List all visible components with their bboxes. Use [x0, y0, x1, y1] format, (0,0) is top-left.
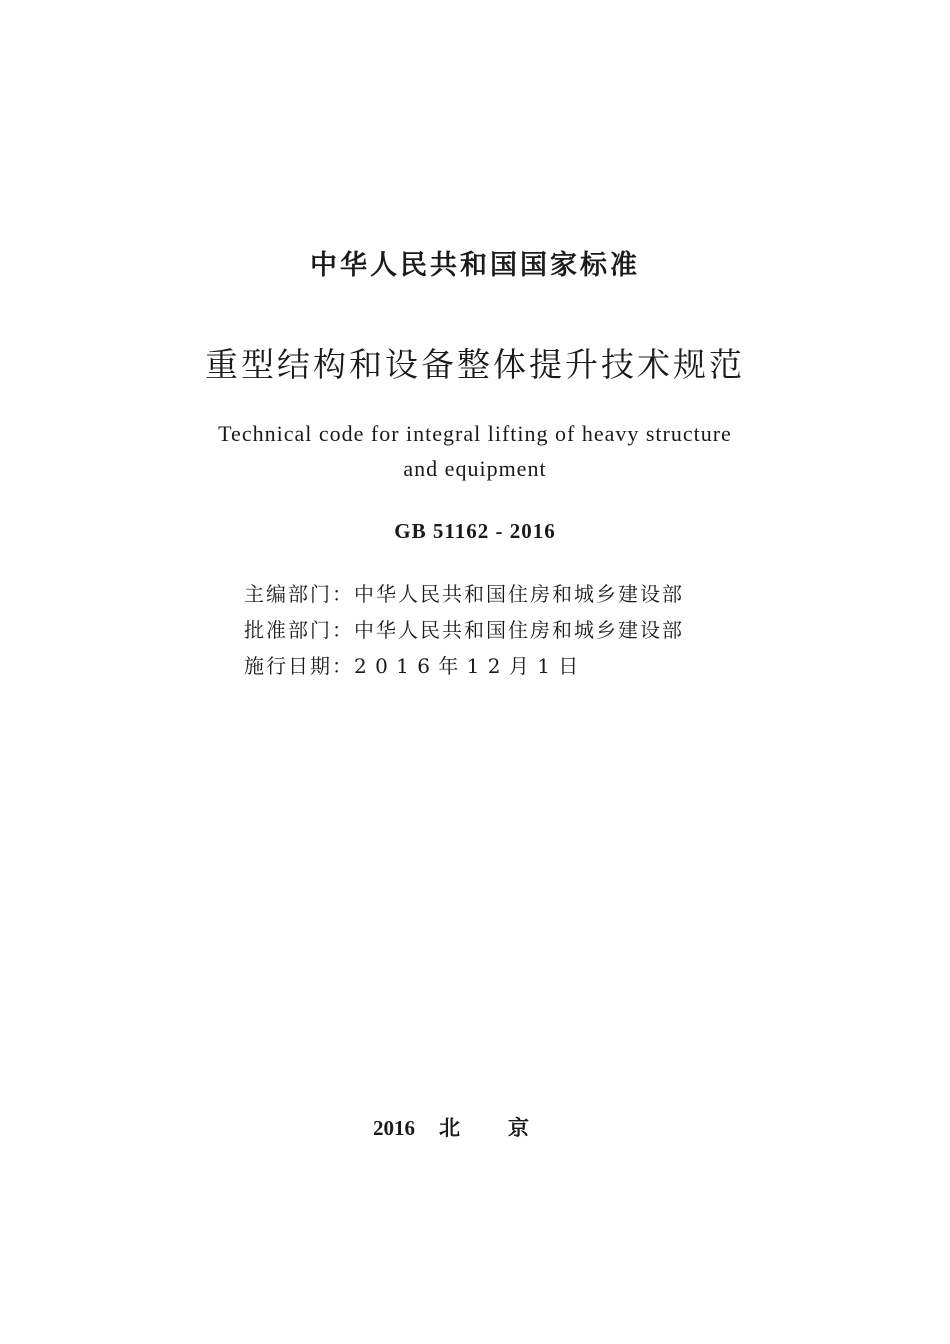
- publication-footer: [0, 1113, 950, 1143]
- publication-year: 2016: [373, 1116, 415, 1140]
- effective-date-label: 施行日期：: [244, 654, 354, 678]
- effective-date-value: 2 0 1 6 年 1 2 月 1 日: [354, 654, 580, 678]
- approver-label: 批准部门：: [244, 618, 354, 642]
- national-standard-heading: 中华人民共和国国家标准: [310, 250, 640, 281]
- title-english-line2: and equipment: [403, 456, 547, 481]
- standard-code: GB 51162 - 2016: [394, 519, 556, 543]
- effective-date-row: [244, 650, 744, 686]
- publication-city: 北京: [439, 1116, 577, 1140]
- title-english-line1: Technical code for integral lifting of heavy structure: [218, 421, 732, 446]
- approver-row: [244, 614, 744, 650]
- editor-label: 主编部门：: [244, 582, 354, 606]
- issuance-info: [244, 578, 744, 686]
- editor-value: 中华人民共和国住房和城乡建设部: [354, 582, 684, 606]
- title-chinese: 重型结构和设备整体提升技术规范: [205, 345, 745, 384]
- editor-row: [244, 578, 744, 614]
- approver-value: 中华人民共和国住房和城乡建设部: [354, 618, 684, 642]
